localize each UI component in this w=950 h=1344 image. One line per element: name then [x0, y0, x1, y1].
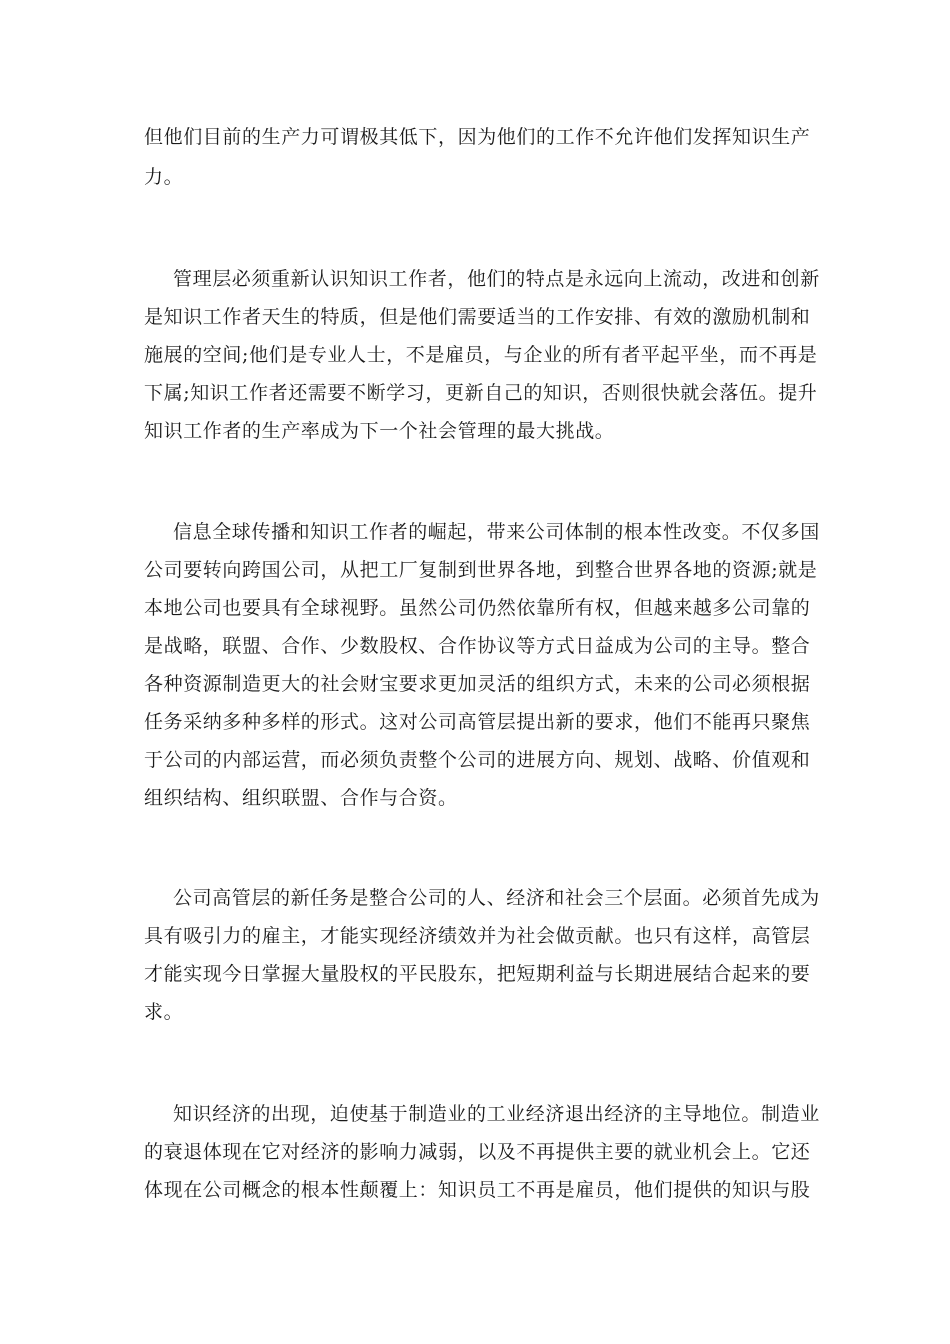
text-line: 组织结构、组织联盟、合作与合资。	[144, 787, 458, 809]
text-line: 管理层必须重新认识知识工作者，他们的特点是永远向上流动，改进和创新	[173, 268, 820, 290]
text-line: 本地公司也要具有全球视野。虽然公司仍然依靠所有权，但越来越多公司靠的	[144, 597, 811, 619]
text-line: 施展的空间;他们是专业人士，不是雇员，与企业的所有者平起平坐，而不再是	[144, 344, 818, 366]
text-line: 信息全球传播和知识工作者的崛起，带来公司体制的根本性改变。不仅多国	[173, 521, 820, 543]
text-line: 是战略，联盟、合作、少数股权、合作协议等方式日益成为公司的主导。整合	[144, 635, 811, 657]
text-line: 知识经济的出现，迫使基于制造业的工业经济退出经济的主导地位。制造业	[173, 1103, 820, 1125]
text-line: 公司要转向跨国公司，从把工厂复制到世界各地，到整合世界各地的资源;就是	[144, 559, 818, 581]
text-line: 的衰退体现在它对经济的影响力减弱，以及不再提供主要的就业机会上。它还	[144, 1141, 811, 1163]
text-line: 才能实现今日掌握大量股权的平民股东，把短期利益与长期进展结合起来的要	[144, 963, 811, 985]
text-line: 但他们目前的生产力可谓极其低下，因为他们的工作不允许他们发挥知识生产	[144, 126, 811, 148]
text-line: 各种资源制造更大的社会财宝要求更加灵活的组织方式，未来的公司必须根据	[144, 673, 811, 695]
text-line: 任务采纳多种多样的形式。这对公司高管层提出新的要求，他们不能再只聚焦	[144, 711, 811, 733]
text-line: 于公司的内部运营，而必须负责整个公司的进展方向、规划、战略、价值观和	[144, 749, 811, 771]
text-line: 是知识工作者天生的特质，但是他们需要适当的工作安排、有效的激励机制和	[144, 306, 811, 328]
text-line: 公司高管层的新任务是整合公司的人、经济和社会三个层面。必须首先成为	[173, 887, 820, 909]
text-line: 力。	[144, 166, 184, 188]
text-line: 求。	[144, 1001, 184, 1023]
text-line: 体现在公司概念的根本性颠覆上：知识员工不再是雇员，他们提供的知识与股	[144, 1179, 811, 1201]
text-line: 具有吸引力的雇主，才能实现经济绩效并为社会做贡献。也只有这样，高管层	[144, 925, 811, 947]
text-line: 知识工作者的生产率成为下一个社会管理的最大挑战。	[144, 420, 615, 442]
text-line: 下属;知识工作者还需要不断学习，更新自己的知识，否则很快就会落伍。提升	[144, 382, 818, 404]
